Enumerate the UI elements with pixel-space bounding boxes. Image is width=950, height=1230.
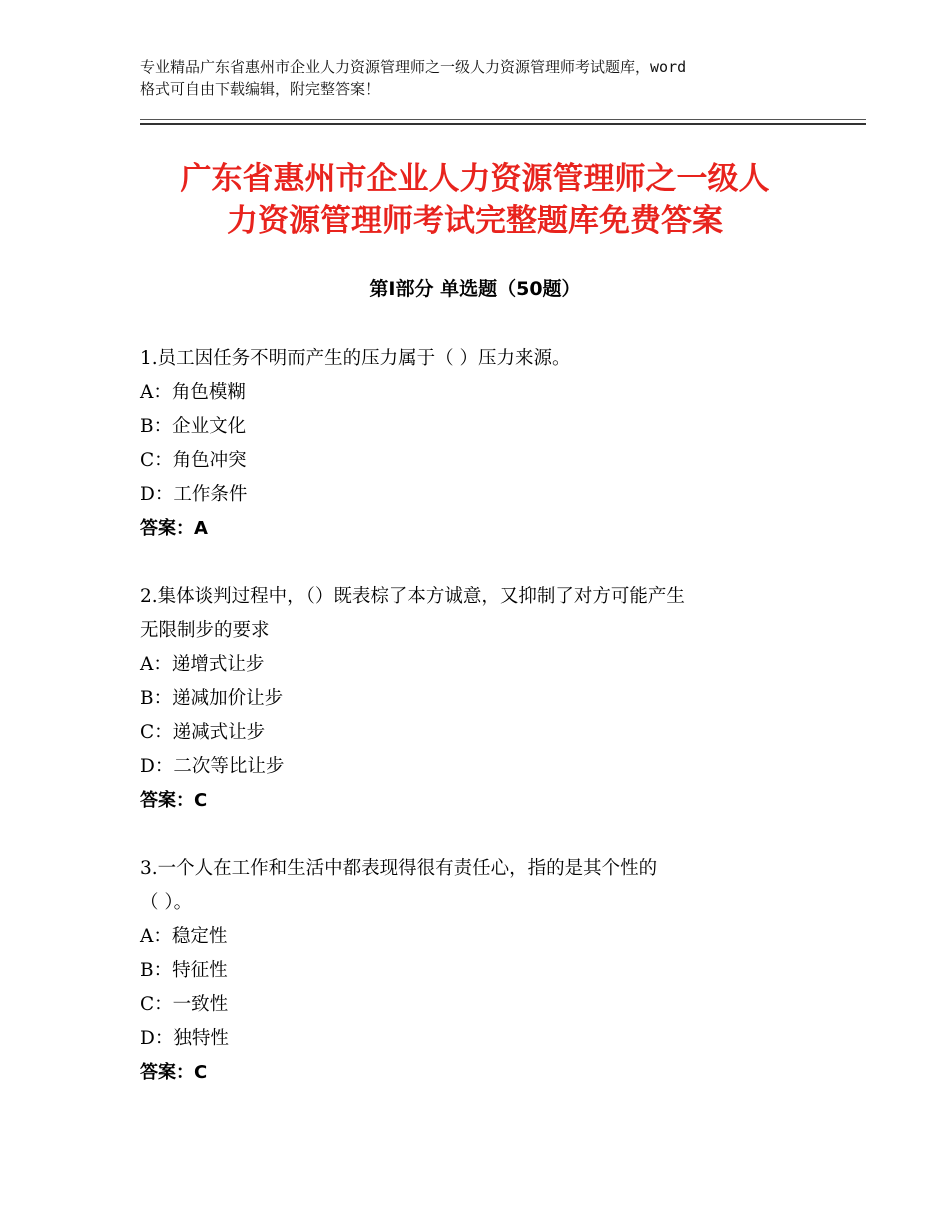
document-title-line: 力资源管理师考试完整题库免费答案 (227, 203, 723, 239)
question-answer: 答案：C (140, 1062, 208, 1083)
question-option: B：特征性 (140, 960, 228, 981)
question-option: C：一致性 (140, 994, 229, 1015)
header-note-line: 专业精品广东省惠州市企业人力资源管理师之一级人力资源管理师考试题库，word (140, 58, 687, 76)
question-text: 2.集体谈判过程中，（）既表棕了本方诚意，又抑制了对方可能产生 (140, 586, 685, 607)
question-option: D：独特性 (140, 1028, 229, 1049)
question-option: A：稳定性 (140, 926, 228, 947)
header-divider (140, 119, 866, 120)
question-item (140, 852, 820, 1090)
header-divider (140, 123, 866, 125)
question-option: B：企业文化 (140, 416, 247, 437)
document-title-line: 广东省惠州市企业人力资源管理师之一级人 (180, 161, 770, 197)
question-option: C：角色冲突 (140, 450, 247, 471)
question-text: 无限制步的要求 (140, 620, 270, 641)
question-text: 3.一个人在工作和生活中都表现得很有责任心，指的是其个性的 (140, 858, 658, 879)
header-note (140, 56, 840, 100)
question-answer: 答案：C (140, 790, 208, 811)
question-option: D：二次等比让步 (140, 756, 285, 777)
question-item (140, 580, 820, 818)
question-option: A：角色模糊 (140, 382, 246, 403)
question-text: （ ）。 (140, 892, 193, 913)
question-option: C：递减式让步 (140, 722, 266, 743)
section-title: 第Ⅰ部分 单选题（50题） (369, 278, 581, 300)
question-option: A：递增式让步 (140, 654, 265, 675)
document-title (100, 158, 850, 242)
question-option: D：工作条件 (140, 484, 248, 505)
question-option: B：递减加价让步 (140, 688, 284, 709)
question-text: 1.员工因任务不明而产生的压力属于（ ）压力来源。 (140, 348, 571, 369)
question-answer: 答案：A (140, 518, 208, 539)
header-note-line: 格式可自由下载编辑，附完整答案！ (140, 80, 381, 98)
question-item (140, 342, 820, 546)
question-list (140, 342, 820, 1124)
